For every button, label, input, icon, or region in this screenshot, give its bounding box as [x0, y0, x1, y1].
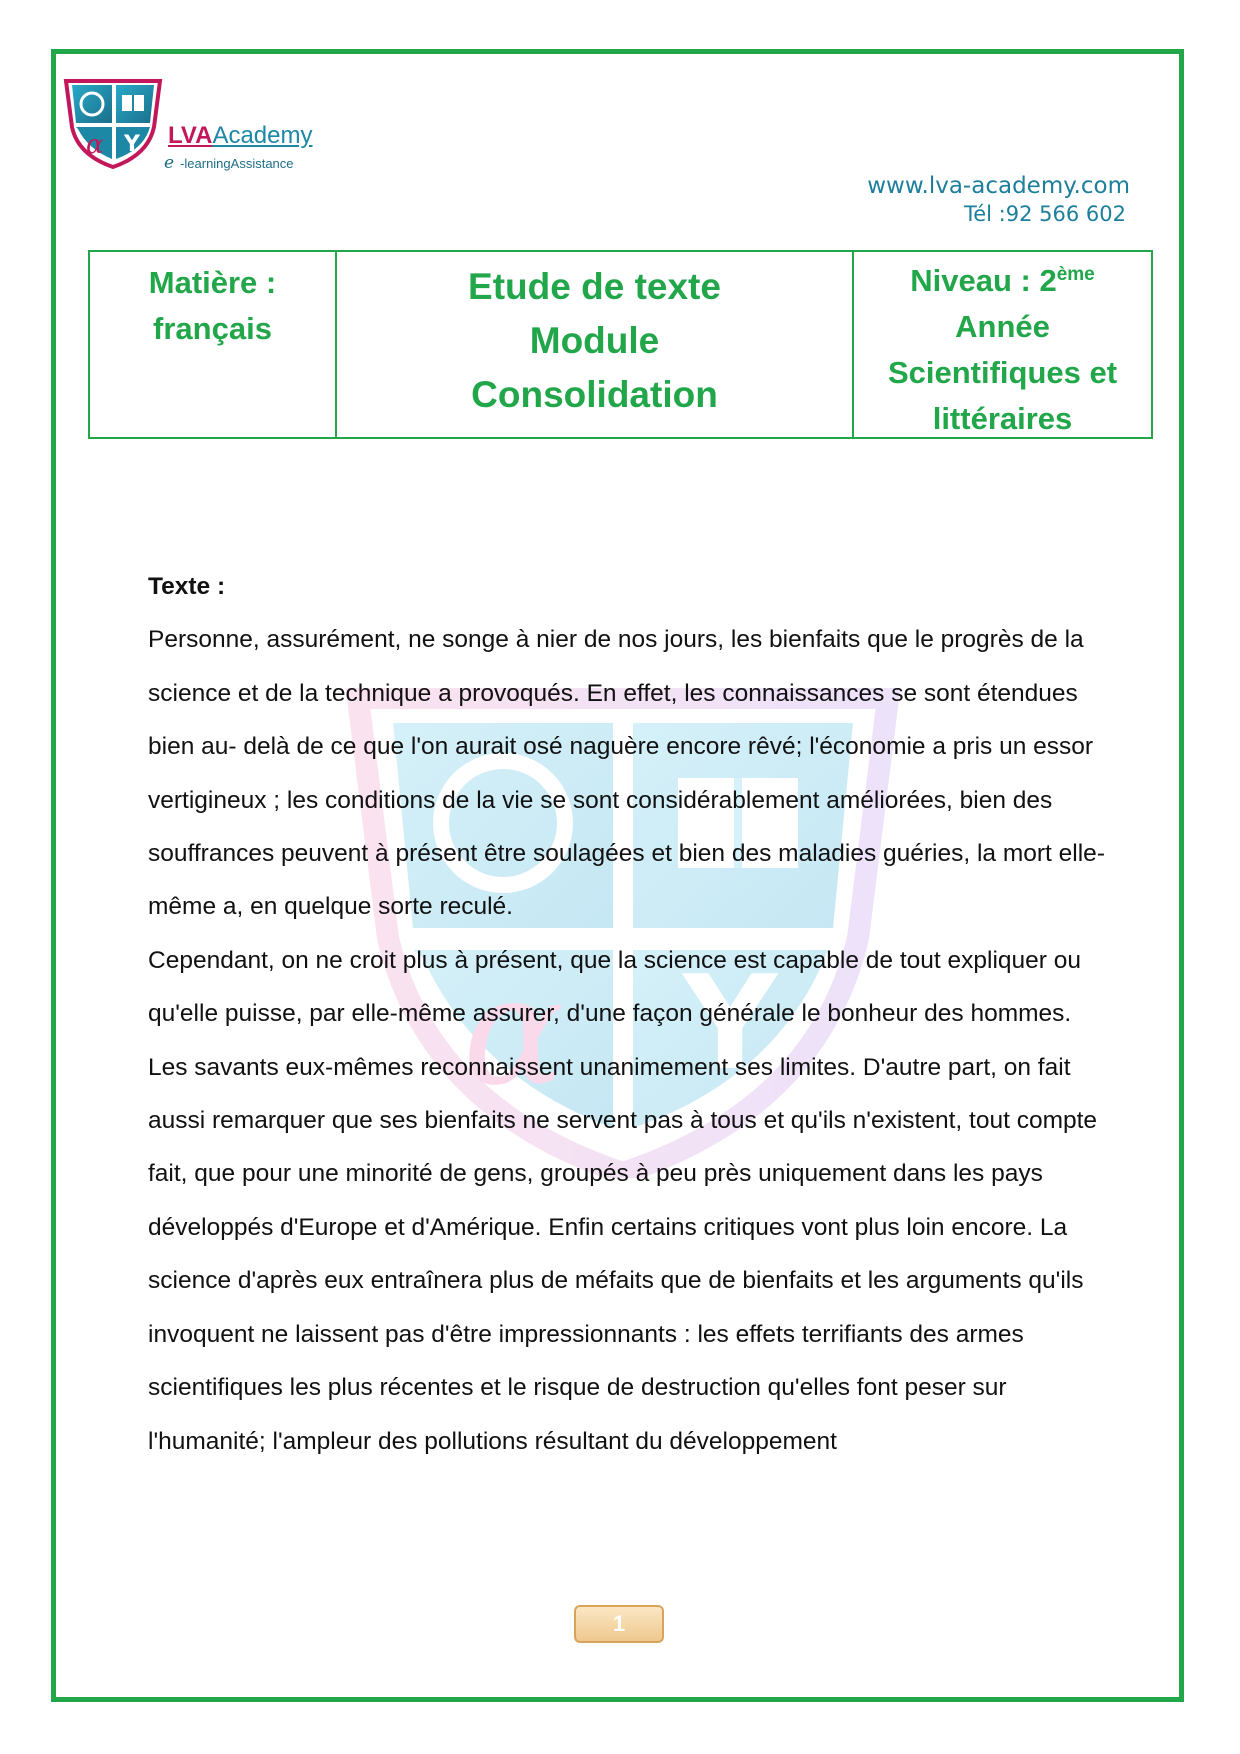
- svg-text:α: α: [86, 130, 104, 160]
- text-body: [148, 560, 1108, 1468]
- subject-value: français: [153, 311, 272, 346]
- tagline-text: -learningAssistance: [180, 156, 294, 171]
- svg-text:α: α: [463, 945, 565, 1119]
- subject-label: Matière :: [148, 265, 277, 300]
- subject-cell: [90, 252, 337, 437]
- page-number: 1: [574, 1605, 664, 1643]
- level-line-1: [854, 258, 1151, 304]
- lva-academy-logo: [58, 77, 168, 169]
- level-line-4: littéraires: [932, 401, 1073, 436]
- level-cell: [854, 252, 1151, 437]
- level-superscript: ème: [1056, 264, 1095, 285]
- level-line-3: Scientifiques et: [887, 355, 1118, 390]
- title-line-1: Etude de texte: [468, 266, 721, 307]
- brand-name: [168, 122, 312, 150]
- website-link[interactable]: www.lva-academy.com: [867, 173, 1130, 199]
- paragraph-2: Cependant, on ne croit plus à présent, que la science est capable de tout expliquer ou qu'elle puisse, par elle-même assurer, d'une façon générale le bonheur des hommes. Les savants eux-mêmes reconnaissent unanimement ses limites. D'autre part, on fait aussi remarquer que ses bienfaits ne servent pas à tous et qu'ils n'existent, tout compte fait, que pour une minorité de gens, groupés à peu près uniquement dans les pays développés d'Europe et d'Amérique. Enfin certains critiques vont plus loin encore. La science d'après eux entraînera plus de méfaits que de bienfaits et les arguments qu'ils invoquent ne laissent pas d'être impressionnants : les effets terrifiants des armes scientifiques les plus récentes et le risque de destruction qu'elles font peser sur l'humanité; l'ampleur des pollutions résultant du développement: [148, 946, 1098, 1455]
- phone-number: Tél :92 566 602: [963, 202, 1126, 226]
- tagline-letter: e: [164, 153, 175, 173]
- level-label: Niveau : 2: [910, 263, 1057, 298]
- svg-text:Y: Y: [683, 947, 778, 1099]
- text-label: Texte :: [148, 573, 226, 600]
- level-line-2: Année: [955, 309, 1050, 344]
- title-line-2: Module: [529, 320, 660, 361]
- brand-name-academy: Academy: [212, 122, 313, 149]
- svg-text:Y: Y: [124, 132, 140, 157]
- title-cell: [337, 252, 854, 437]
- paragraph-1: Personne, assurément, ne songe à nier de nos jours, les bienfaits que le progrès de la science et de la technique a provoqués. En effet, les connaissances se sont étendues bien au- delà de ce que l'on aurait osé naguère encore rêvé; l'économie a pris un essor vertigineux ; les conditions de la vie se sont considérablement améliorées, bien des souffrances peuvent à présent être soulagées et bien des maladies guéries, la mort elle-même a, en quelque sorte reculé.: [148, 626, 1105, 921]
- title-line-3: Consolidation: [471, 374, 718, 415]
- brand-name-lva: LVA: [168, 122, 213, 149]
- header-table: [88, 250, 1153, 439]
- brand-tagline: [164, 153, 294, 173]
